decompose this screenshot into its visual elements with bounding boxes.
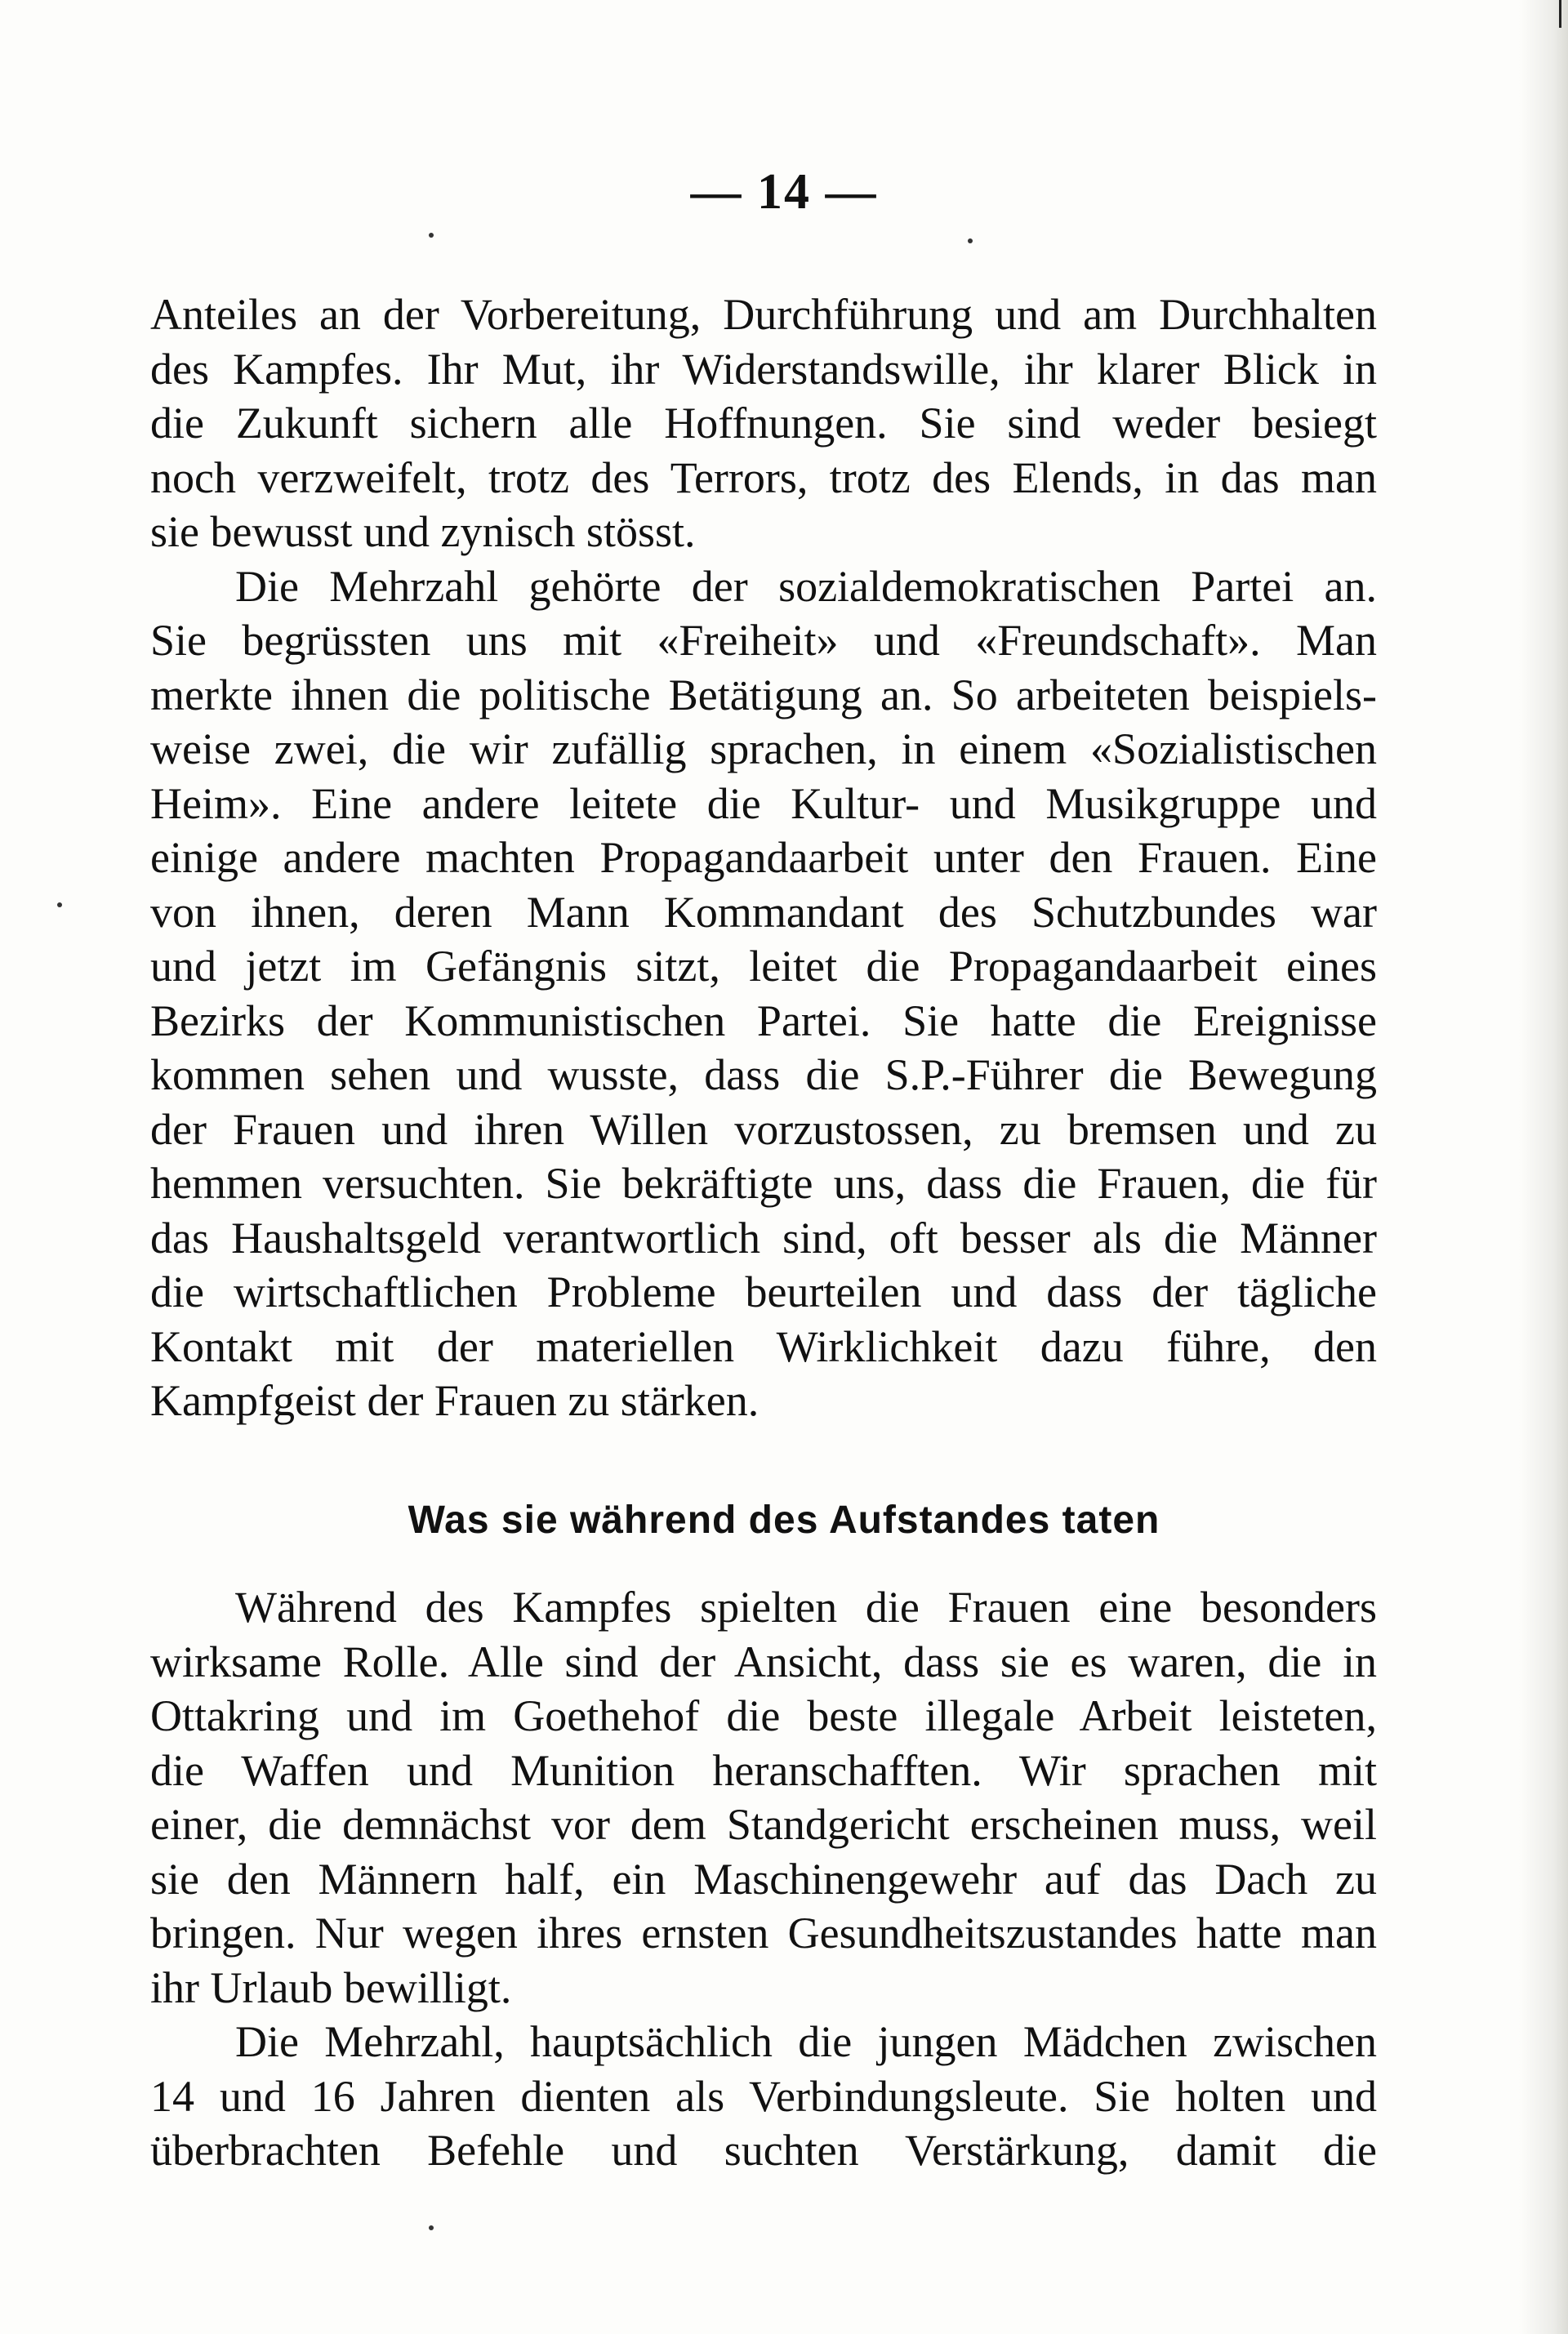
text-line: kommen sehen und wusste, dass die S.P.-Führer die Bewegung <box>150 1050 1377 1099</box>
text-line: hemmen versuchten. Sie bekräftigte uns, dass die Frauen, die für <box>150 1159 1377 1208</box>
text-line: Sie begrüssten uns mit «Freiheit» und «Freundschaft». Man <box>150 616 1377 665</box>
page-edge-mark <box>1559 0 1561 28</box>
text-line: Heim». Eine andere leitete die Kultur- und Musikgruppe und <box>150 778 1377 828</box>
text-line: Kontakt mit der materiellen Wirklichkeit dazu führe, den <box>150 1321 1377 1371</box>
paragraph-4 <box>150 2015 1377 2178</box>
text-line: Kampfgeist der Frauen zu stärken. <box>150 1376 760 1425</box>
text-line: überbrachten Befehle und suchten Verstärkung, damit die <box>150 2126 1377 2175</box>
text-line: bringen. Nur wegen ihres ernsten Gesundheitszustandes hatte man <box>150 1909 1377 1958</box>
text-line: die wirtschaftlichen Probleme beurteilen und dass der tägliche <box>150 1267 1377 1316</box>
text-line: Die Mehrzahl gehörte der sozialdemokratischen Partei an. <box>235 561 1377 611</box>
text-block-top <box>150 287 1377 1428</box>
text-line: das Haushaltsgeld verantwortlich sind, oft besser als die Männer <box>150 1213 1377 1263</box>
text-line: sie den Männern half, ein Maschinengewehr auf das Dach zu <box>150 1854 1377 1904</box>
text-line: weise zwei, die wir zufällig sprachen, in einem «Sozialistischen <box>150 724 1377 773</box>
text-line: merkte ihnen die politische Betätigung an. So arbeiteten beispiels- <box>150 670 1377 719</box>
text-line: von ihnen, deren Mann Kommandant des Schutzbundes war <box>150 887 1377 937</box>
ink-speck <box>57 902 62 907</box>
section-heading: Was sie während des Aufstandes taten <box>408 1499 1160 1542</box>
page-number: — 14 — <box>690 164 878 220</box>
page-edge-shadow <box>1519 0 1568 2334</box>
text-line: einige andere machten Propagandaarbeit unter den Frauen. Eine <box>150 833 1377 882</box>
text-line: einer, die demnächst vor dem Standgericht erscheinen muss, weil <box>150 1800 1377 1849</box>
text-line: und jetzt im Gefängnis sitzt, leitet die Propagandaarbeit eines <box>150 942 1377 991</box>
text-line: 14 und 16 Jahren dienten als Verbindungsleute. Sie holten und <box>150 2071 1377 2121</box>
text-line: die Zukunft sichern alle Hoffnungen. Sie sind weder besiegt <box>150 399 1377 448</box>
text-line: die Waffen und Munition heranschafften. Wir sprachen mit <box>150 1745 1377 1795</box>
text-line: des Kampfes. Ihr Mut, ihr Widerstandswille, ihr klarer Blick in <box>150 344 1377 394</box>
ink-speck <box>429 233 434 238</box>
text-line: Die Mehrzahl, hauptsächlich die jungen Mädchen zwischen <box>235 2017 1377 2066</box>
text-line: Anteiles an der Vorbereitung, Durchführung und am Durchhalten <box>150 290 1377 339</box>
ink-speck <box>968 238 973 243</box>
text-line: der Frauen und ihren Willen vorzustossen, zu bremsen und zu <box>150 1104 1377 1154</box>
paragraph-2 <box>150 559 1377 1428</box>
paragraph-1 <box>150 287 1377 559</box>
text-block-bottom <box>150 1580 1377 2178</box>
text-line: wirksame Rolle. Alle sind der Ansicht, dass sie es waren, die in <box>150 1637 1377 1686</box>
text-line: noch verzweifelt, trotz des Terrors, trotz des Elends, in das man <box>150 452 1377 502</box>
text-line: ihr Urlaub bewilligt. <box>150 1962 512 2012</box>
text-line: sie bewusst und zynisch stösst. <box>150 507 696 556</box>
text-line: Ottakring und im Goethehof die beste illegale Arbeit leisteten, <box>150 1691 1377 1740</box>
paragraph-3 <box>150 1580 1377 2015</box>
ink-speck <box>429 2225 434 2230</box>
text-line: Während des Kampfes spielten die Frauen eine besonders <box>235 1583 1377 1632</box>
text-line: Bezirks der Kommunistischen Partei. Sie hatte die Ereignisse <box>150 996 1377 1045</box>
